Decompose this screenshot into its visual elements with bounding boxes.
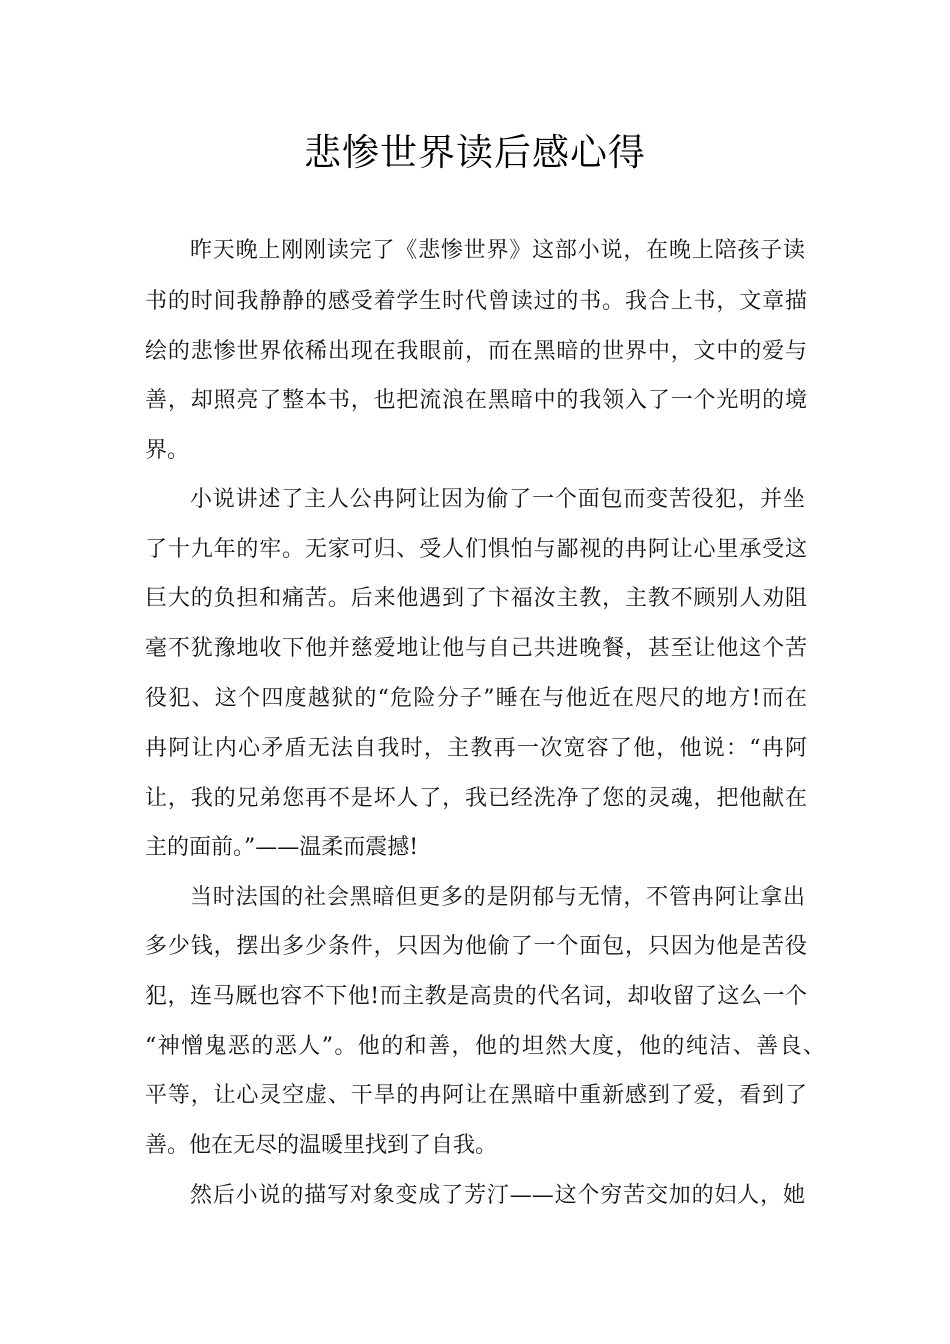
paragraph-line: 巨大的负担和痛苦。后来他遇到了卞福汝主教，主教不顾别人劝阻	[145, 586, 807, 611]
paragraph-line: 绘的悲惨世界依稀出现在我眼前，而在黑暗的世界中，文中的爱与	[145, 339, 807, 364]
paragraph-line: 主的面前。”——温柔而震撼!	[145, 835, 419, 860]
paragraph-line: 让，我的兄弟您再不是坏人了，我已经洗净了您的灵魂，把他献在	[145, 786, 807, 811]
paragraph-line: 然后小说的描写对象变成了芳汀——这个穷苦交加的妇人，她	[190, 1183, 805, 1208]
paragraph-line: 善，却照亮了整本书，也把流浪在黑暗中的我领入了一个光明的境	[145, 388, 807, 413]
document-title: 悲惨世界读后感心得	[304, 131, 646, 174]
paragraph-line: 冉阿让内心矛盾无法自我时，主教再一次宽容了他，他说：“冉阿	[145, 736, 807, 761]
paragraph-line: 善。他在无尽的温暖里找到了自我。	[145, 1133, 498, 1158]
paragraph-line: 当时法国的社会黑暗但更多的是阴郁与无情，不管冉阿让拿出	[190, 885, 805, 910]
paragraph-line: 昨天晚上刚刚读完了《悲惨世界》这部小说，在晚上陪孩子读	[190, 238, 805, 263]
paragraph-line: 了十九年的牢。无家可归、受人们惧怕与鄙视的冉阿让心里承受这	[145, 537, 807, 562]
paragraph-line: “神憎鬼恶的恶人”。他的和善，他的坦然大度，他的纯洁、善良、	[145, 1034, 825, 1059]
paragraph-line: 毫不犹豫地收下他并慈爱地让他与自己共进晚餐，甚至让他这个苦	[145, 636, 807, 661]
paragraph-line: 界。	[145, 438, 190, 463]
paragraph-line: 役犯、这个四度越狱的“危险分子”睡在与他近在咫尺的地方!而在	[145, 686, 807, 711]
paragraph-line: 多少钱，摆出多少条件，只因为他偷了一个面包，只因为他是苦役	[145, 934, 807, 959]
paragraph-line: 犯，连马厩也容不下他!而主教是高贵的代名词，却收留了这么一个	[145, 984, 807, 1009]
paragraph-line: 平等，让心灵空虚、干旱的冉阿让在黑暗中重新感到了爱，看到了	[145, 1083, 807, 1108]
paragraph-line: 小说讲述了主人公冉阿让因为偷了一个面包而变苦役犯，并坐	[190, 487, 805, 512]
paragraph-line: 书的时间我静静的感受着学生时代曾读过的书。我合上书，文章描	[145, 289, 807, 314]
